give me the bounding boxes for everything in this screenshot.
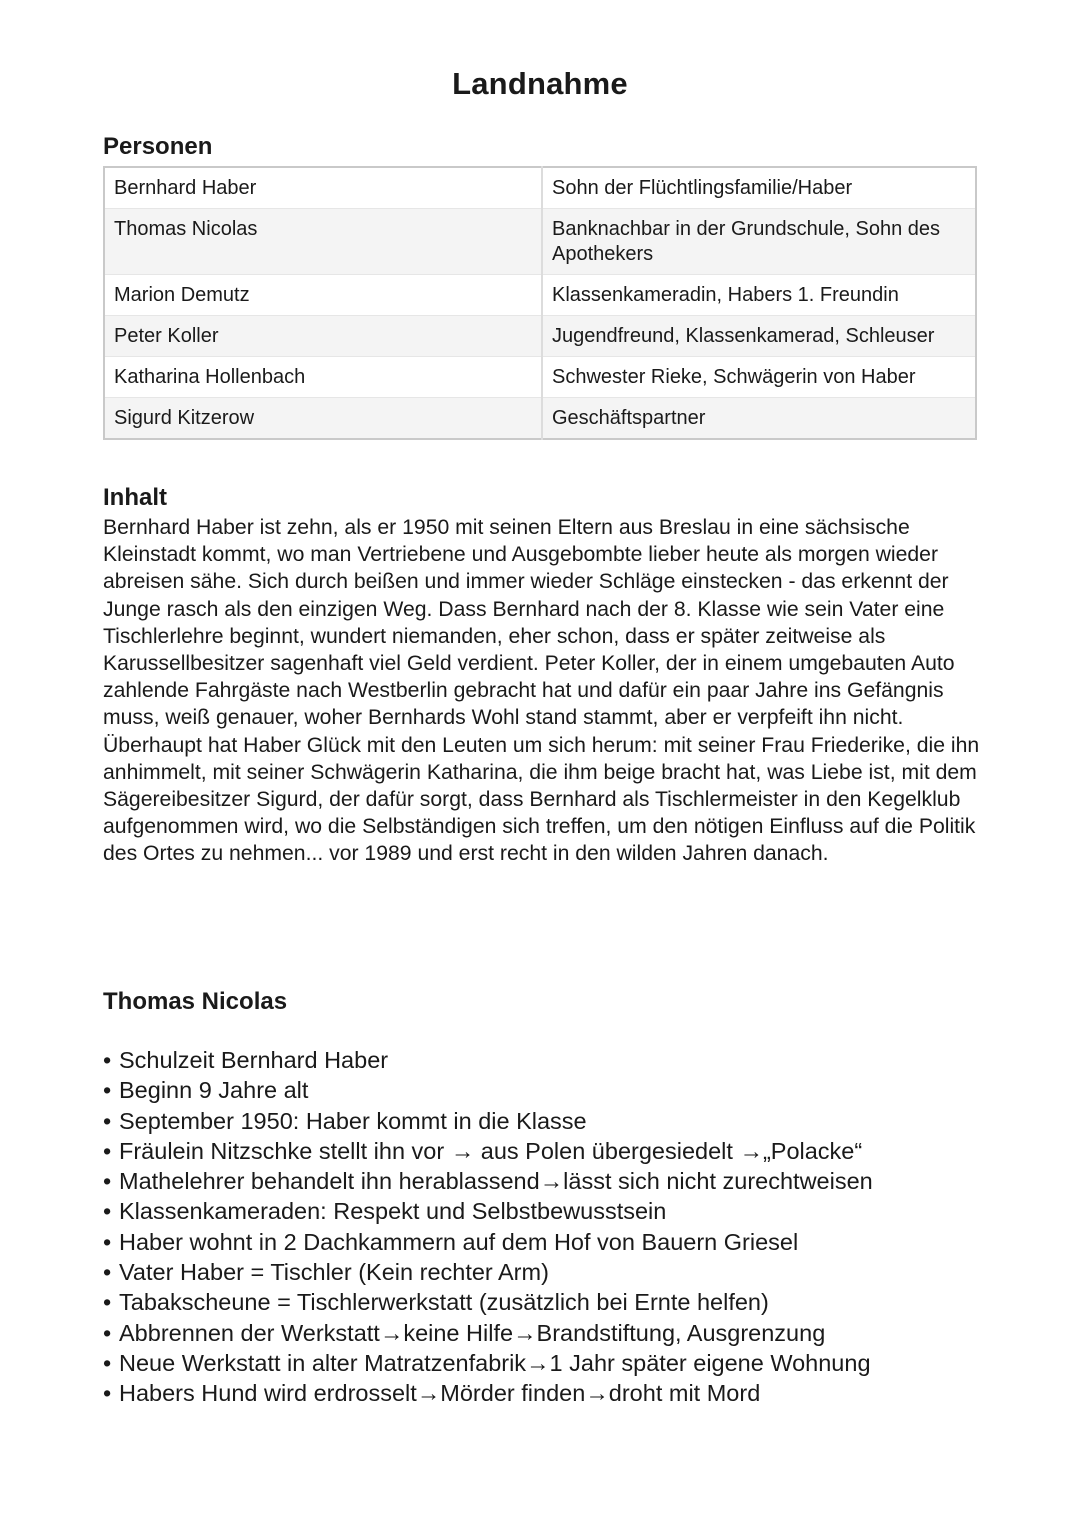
person-name: Katharina Hollenbach <box>104 357 542 398</box>
thomas-bullet-list <box>103 1045 1003 1409</box>
list-item: • Klassenkameraden: Respekt und Selbstbewusstsein <box>103 1196 1003 1226</box>
list-item: • Abbrennen der Werkstatt→keine Hilfe→Brandstiftung, Ausgrenzung <box>103 1318 1003 1348</box>
table-row <box>104 316 976 357</box>
table-row <box>104 398 976 440</box>
list-item: • Haber wohnt in 2 Dachkammern auf dem Hof von Bauern Griesel <box>103 1227 1003 1257</box>
person-name: Peter Koller <box>104 316 542 357</box>
person-name: Marion Demutz <box>104 275 542 316</box>
table-row <box>104 167 976 209</box>
person-description: Jugendfreund, Klassenkamerad, Schleuser <box>542 316 976 357</box>
person-description: Klassenkameradin, Habers 1. Freundin <box>542 275 976 316</box>
content-heading: Inhalt <box>103 484 167 511</box>
persons-table <box>103 166 977 440</box>
content-paragraph: Bernhard Haber ist zehn, als er 1950 mit seinen Eltern aus Breslau in eine sächsische Kleinstadt kommt, wo man Vertriebene und Ausgebombte lieber heute als morgen wieder abreisen sähe. Sich durch beißen und immer wieder Schläge einstecken - das erkennt der Junge rasch als den einzigen Weg. Dass Bernhard nach der 8. Klasse wie sein Vater eine Tischlerlehre beginnt, wundert niemanden, eher schon, dass er später zeitweise als Karussellbesitzer sagenhaft viel Geld verdient. Peter Koller, der in einem umgebauten Auto zahlende Fahrgäste nach Westberlin gebracht hat und dafür ein paar Jahre ins Gefängnis muss, weiß genauer, woher Bernhards Wohl stand stammt, aber er verpfeift ihn nicht. Überhaupt hat Haber Glück mit den Leuten um sich herum: mit seiner Frau Friederike, die ihn anhimmelt, mit seiner Schwägerin Katharina, die ihm beige bracht hat, was Liebe ist, mit dem Sägereibesitzer Sigurd, der dafür sorgt, dass Bernhard als Tischlermeister in den Kegelklub aufgenommen wird, wo die Selbständigen sich treffen, um den nötigen Einfluss auf die Politik des Ortes zu nehmen... vor 1989 und erst recht in den wilden Jahren danach. <box>103 516 980 866</box>
list-item: • Schulzeit Bernhard Haber <box>103 1045 1003 1075</box>
document-title: Landnahme <box>452 66 628 101</box>
person-name: Bernhard Haber <box>104 167 542 209</box>
person-name: Thomas Nicolas <box>104 209 542 275</box>
list-item: • Neue Werkstatt in alter Matratzenfabrik→1 Jahr später eigene Wohnung <box>103 1348 1003 1378</box>
list-item: • Tabakscheune = Tischlerwerkstatt (zusätzlich bei Ernte helfen) <box>103 1287 1003 1317</box>
list-item: • September 1950: Haber kommt in die Klasse <box>103 1106 1003 1136</box>
table-row <box>104 275 976 316</box>
list-item: • Beginn 9 Jahre alt <box>103 1075 1003 1105</box>
table-row <box>104 357 976 398</box>
list-item: • Fräulein Nitzschke stellt ihn vor → aus Polen übergesiedelt →„Polacke“ <box>103 1136 1003 1166</box>
person-description: Sohn der Flüchtlingsfamilie/Haber <box>542 167 976 209</box>
person-description: Banknachbar in der Grundschule, Sohn des Apothekers <box>542 209 976 275</box>
thomas-heading: Thomas Nicolas <box>103 988 288 1015</box>
person-name: Sigurd Kitzerow <box>104 398 542 440</box>
list-item: • Vater Haber = Tischler (Kein rechter Arm) <box>103 1257 1003 1287</box>
list-item: • Mathelehrer behandelt ihn herablassend→lässt sich nicht zurechtweisen <box>103 1166 1003 1196</box>
person-description: Geschäftspartner <box>542 398 976 440</box>
list-item: • Habers Hund wird erdrosselt→Mörder finden→droht mit Mord <box>103 1378 1003 1408</box>
person-description: Schwester Rieke, Schwägerin von Haber <box>542 357 976 398</box>
persons-heading: Personen <box>103 133 213 160</box>
table-row <box>104 209 976 275</box>
